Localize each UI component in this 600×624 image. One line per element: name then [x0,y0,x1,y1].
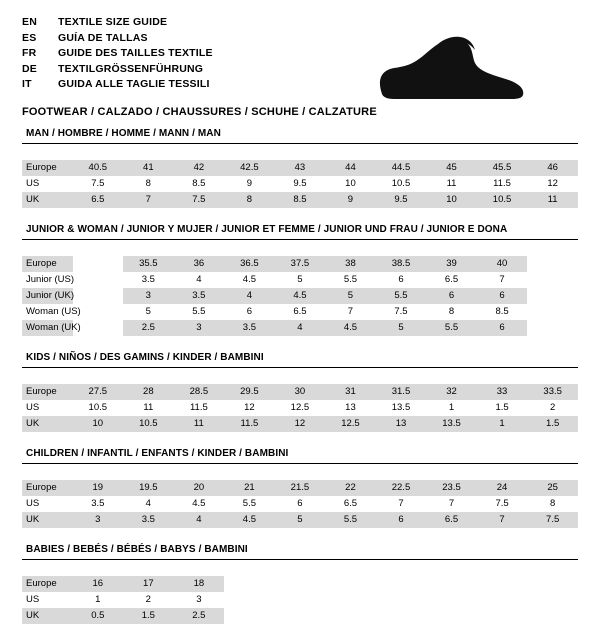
size-cell [426,576,477,592]
size-cell: 38 [325,256,376,272]
row-label: US [22,496,73,512]
language-code: DE [22,62,37,75]
size-cell: 27.5 [73,384,124,400]
spacer-cell [22,368,578,384]
size-cell: 5.5 [174,304,225,320]
spacer-row [22,464,578,480]
size-cell: 36 [174,256,225,272]
language-row [22,47,213,63]
size-cell: 7 [426,496,477,512]
size-cell [224,592,275,608]
table-row [22,608,578,624]
size-cell: 5.5 [224,496,275,512]
language-title: GUÍA DE TALLAS [58,31,148,44]
size-cell: 7 [123,192,174,208]
size-cell: 6 [426,288,477,304]
row-label: Europe [22,576,73,592]
size-table [22,144,578,208]
size-cell: 16 [73,576,124,592]
size-cell: 39 [426,256,477,272]
language-title-list-body [22,16,213,94]
row-label: Europe [22,160,73,176]
size-cell: 7 [376,496,427,512]
size-cell: 8 [527,496,578,512]
size-cell: 46 [527,160,578,176]
size-cell: 6 [224,304,275,320]
size-cell: 8.5 [275,192,326,208]
size-cell: 13 [376,416,427,432]
row-label: US [22,592,73,608]
size-cell: 2.5 [123,320,174,336]
size-cell: 17 [123,576,174,592]
table-row [22,192,578,208]
table-row [22,160,578,176]
size-cell: 4.5 [224,272,275,288]
language-title: GUIDE DES TAILLES TEXTILE [58,47,213,59]
size-cell: 11.5 [174,400,225,416]
size-cell [426,592,477,608]
table-row [22,416,578,432]
size-cell [426,608,477,624]
size-cell: 5.5 [325,272,376,288]
table-row [22,512,578,528]
language-code: IT [22,78,32,90]
size-cell: 8.5 [477,304,528,320]
row-label: UK [22,192,73,208]
size-cell [527,592,578,608]
size-cell: 2 [527,400,578,416]
size-cell: 6 [477,320,528,336]
language-title-list [22,16,213,94]
size-cell: 5 [325,288,376,304]
size-cell [527,576,578,592]
size-cell: 36.5 [224,256,275,272]
size-cell: 5.5 [376,288,427,304]
row-label: Junior (UK) [22,288,73,304]
size-cell: 11.5 [224,416,275,432]
size-cell [477,592,528,608]
size-cell: 28 [123,384,174,400]
size-cell [73,272,124,288]
size-cell [224,576,275,592]
size-cell [275,576,326,592]
size-cell: 18 [174,576,225,592]
size-cell: 13 [325,400,376,416]
size-cell: 31 [325,384,376,400]
size-cell: 12.5 [275,400,326,416]
size-cell [527,288,578,304]
language-title: GUIDA ALLE TAGLIE TESSILI [58,78,210,90]
size-cell: 3 [174,320,225,336]
language-row [22,78,213,94]
size-cell: 4 [174,512,225,528]
size-cell: 6.5 [325,496,376,512]
size-cell: 3.5 [224,320,275,336]
size-cell: 11 [174,416,225,432]
row-label: Europe [22,256,73,272]
size-cell: 29.5 [224,384,275,400]
row-label: UK [22,416,73,432]
table-row [22,176,578,192]
size-cell: 4 [224,288,275,304]
row-label: Woman (UK) [22,320,73,336]
size-cell: 8 [426,304,477,320]
language-code: ES [22,31,37,44]
size-cell: 4.5 [224,512,275,528]
table-row [22,384,578,400]
row-label: Europe [22,480,73,496]
size-cell: 9 [224,176,275,192]
size-cell: 20 [174,480,225,496]
size-cell: 10.5 [123,416,174,432]
size-cell: 41 [123,160,174,176]
table-row [22,480,578,496]
size-cell: 32 [426,384,477,400]
size-section-title: KIDS / NIÑOS / DES GAMINS / KINDER / BAMBINI [22,352,578,368]
size-cell: 6 [477,288,528,304]
spacer-cell [22,464,578,480]
size-cell: 30 [275,384,326,400]
size-cell: 12.5 [325,416,376,432]
row-label: Junior (US) [22,272,73,288]
size-cell [477,608,528,624]
spacer-cell [22,144,578,160]
size-table [22,240,578,336]
table-row [22,320,578,336]
size-cell: 40 [477,256,528,272]
size-cell: 22.5 [376,480,427,496]
size-cell: 8 [123,176,174,192]
size-cell: 10.5 [376,176,427,192]
size-cell: 3.5 [123,272,174,288]
size-cell: 9 [325,192,376,208]
size-cell [73,256,124,272]
size-cell: 12 [527,176,578,192]
size-cell: 11 [426,176,477,192]
size-cell: 5 [376,320,427,336]
row-label: Europe [22,384,73,400]
size-cell: 11.5 [477,176,528,192]
dress-shoe-icon [352,32,532,106]
size-section [22,224,578,336]
size-cell: 1 [477,416,528,432]
size-section [22,544,578,624]
size-cell: 9.5 [376,192,427,208]
size-cell [275,608,326,624]
size-cell: 12 [224,400,275,416]
size-cell: 5 [275,272,326,288]
size-cell: 21.5 [275,480,326,496]
size-cell: 45.5 [477,160,528,176]
size-cell: 44 [325,160,376,176]
language-code: FR [22,47,37,59]
size-cell: 25 [527,480,578,496]
size-cell [325,576,376,592]
size-cell: 31.5 [376,384,427,400]
size-cell: 1.5 [477,400,528,416]
size-cell: 1 [73,592,124,608]
size-cell: 11 [123,400,174,416]
table-row [22,576,578,592]
size-cell [527,320,578,336]
size-section [22,352,578,432]
spacer-row [22,368,578,384]
size-cell: 5.5 [426,320,477,336]
size-cell: 4 [174,272,225,288]
size-cell: 19 [73,480,124,496]
spacer-row [22,240,578,256]
size-cell: 42.5 [224,160,275,176]
size-cell: 4.5 [275,288,326,304]
size-cell: 7.5 [174,192,225,208]
category-line: FOOTWEAR / CALZADO / CHAUSSURES / SCHUHE / CALZATURE [22,105,377,118]
size-cell: 40.5 [73,160,124,176]
row-label: US [22,176,73,192]
spacer-cell [22,240,578,256]
size-cell: 6.5 [73,192,124,208]
table-row [22,272,578,288]
size-cell: 7.5 [477,496,528,512]
size-section-title: JUNIOR & WOMAN / JUNIOR Y MUJER / JUNIOR ET FEMME / JUNIOR UND FRAU / JUNIOR E DONA [22,224,578,240]
size-cell [376,608,427,624]
size-cell: 1 [426,400,477,416]
size-cell: 5 [123,304,174,320]
row-label: Woman (US) [22,304,73,320]
size-cell: 6 [376,272,427,288]
size-section [22,448,578,528]
size-cell [325,592,376,608]
size-table [22,464,578,528]
size-cell: 8.5 [174,176,225,192]
size-cell: 0.5 [73,608,124,624]
size-cell: 10 [325,176,376,192]
size-cell: 4 [123,496,174,512]
row-label: UK [22,608,73,624]
size-cell: 4.5 [325,320,376,336]
size-cell [73,288,124,304]
table-row [22,592,578,608]
size-cell [527,608,578,624]
language-code: EN [22,16,37,28]
size-cell [527,272,578,288]
size-cell: 5 [275,512,326,528]
size-cell [325,608,376,624]
size-cell: 3 [73,512,124,528]
size-cell [527,256,578,272]
table-row [22,496,578,512]
size-cell [376,576,427,592]
size-cell: 10.5 [73,400,124,416]
size-cell: 8 [224,192,275,208]
spacer-row [22,144,578,160]
size-cell: 22 [325,480,376,496]
size-cell: 1.5 [527,416,578,432]
size-cell: 6.5 [426,272,477,288]
size-cell [477,576,528,592]
size-cell: 10.5 [477,192,528,208]
size-cell [527,304,578,320]
size-cell: 44.5 [376,160,427,176]
spacer-row [22,560,578,576]
size-cell: 6 [376,512,427,528]
document-header [22,16,578,118]
size-cell: 45 [426,160,477,176]
size-cell: 6.5 [275,304,326,320]
size-cell: 1.5 [123,608,174,624]
size-cell: 13.5 [426,416,477,432]
size-table [22,368,578,432]
size-cell: 35.5 [123,256,174,272]
language-title: TEXTILGRÖSSENFÜHRUNG [58,62,204,75]
size-cell [224,608,275,624]
language-row [22,16,213,32]
size-cell: 7.5 [527,512,578,528]
size-cell: 13.5 [376,400,427,416]
size-sections [22,128,578,624]
table-row [22,304,578,320]
table-row [22,400,578,416]
size-cell: 33 [477,384,528,400]
size-cell: 24 [477,480,528,496]
size-cell: 21 [224,480,275,496]
size-section-title: MAN / HOMBRE / HOMME / MANN / MAN [22,128,578,144]
size-cell: 38.5 [376,256,427,272]
size-cell: 11 [527,192,578,208]
size-cell: 12 [275,416,326,432]
size-cell: 33.5 [527,384,578,400]
size-cell: 10 [426,192,477,208]
size-cell: 3 [123,288,174,304]
row-label: UK [22,512,73,528]
size-cell: 7 [477,512,528,528]
size-cell: 23.5 [426,480,477,496]
size-cell: 19.5 [123,480,174,496]
size-section-title: CHILDREN / INFANTIL / ENFANTS / KINDER / BAMBINI [22,448,578,464]
size-cell: 6 [275,496,326,512]
size-cell: 5.5 [325,512,376,528]
size-cell: 28.5 [174,384,225,400]
table-row [22,256,578,272]
size-section [22,128,578,208]
size-section-title: BABIES / BEBÉS / BÉBÉS / BABYS / BAMBINI [22,544,578,560]
table-row [22,288,578,304]
size-cell: 2 [123,592,174,608]
size-cell [275,592,326,608]
size-table [22,560,578,624]
size-cell: 7.5 [376,304,427,320]
language-title: TEXTILE SIZE GUIDE [58,16,168,28]
size-cell: 6.5 [426,512,477,528]
size-cell: 37.5 [275,256,326,272]
language-row [22,63,213,79]
row-label: US [22,400,73,416]
size-cell [376,592,427,608]
size-cell: 7 [477,272,528,288]
size-cell: 2.5 [174,608,225,624]
size-cell: 10 [73,416,124,432]
size-cell: 3.5 [73,496,124,512]
size-cell: 3.5 [123,512,174,528]
size-cell: 9.5 [275,176,326,192]
size-cell: 43 [275,160,326,176]
size-cell: 4.5 [174,496,225,512]
size-cell: 42 [174,160,225,176]
size-cell: 3 [174,592,225,608]
spacer-cell [22,560,578,576]
size-cell: 4 [275,320,326,336]
size-cell: 3.5 [174,288,225,304]
size-cell: 7.5 [73,176,124,192]
language-row [22,32,213,48]
size-cell: 7 [325,304,376,320]
